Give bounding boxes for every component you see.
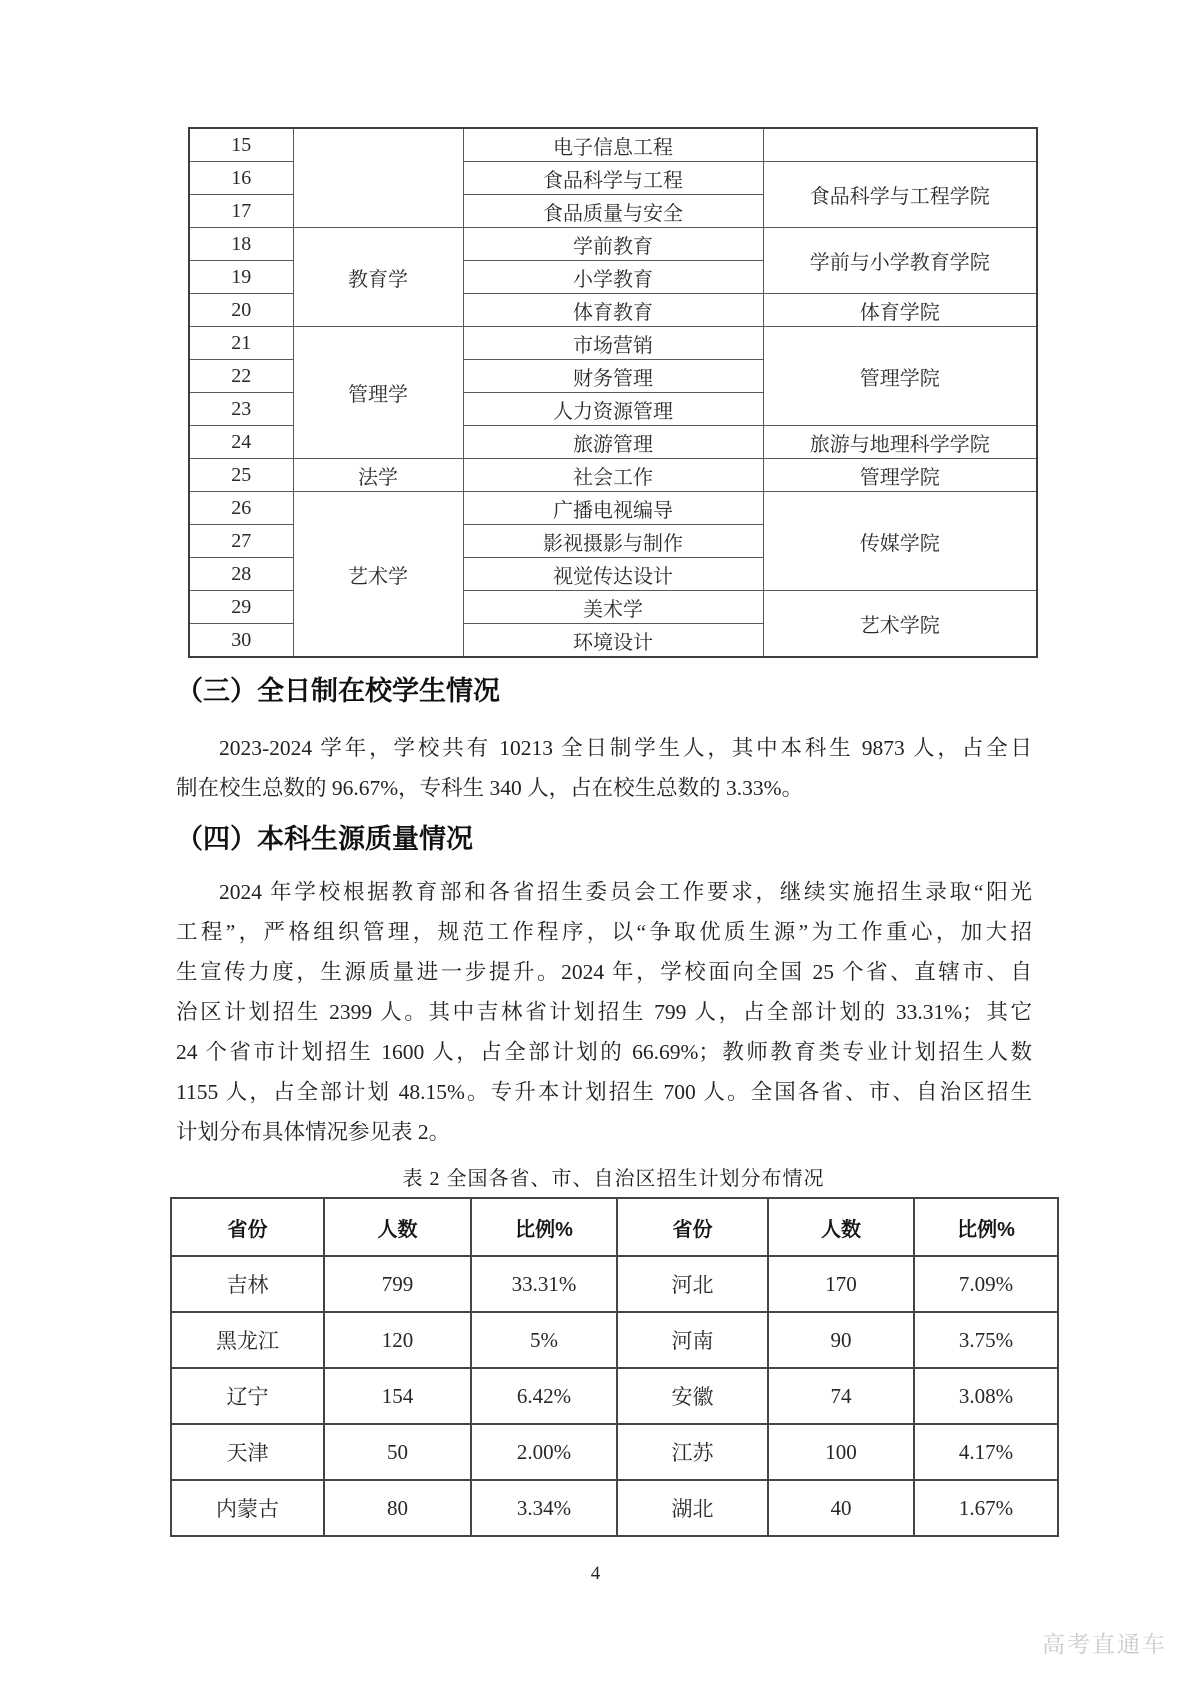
enrollment-table-body xyxy=(171,1256,1058,1536)
college-name-cell: 学前与小学教育学院 xyxy=(763,228,1037,294)
row-number-cell: 26 xyxy=(189,492,293,525)
percent-cell: 1.67% xyxy=(914,1480,1058,1536)
discipline-category-cell: 管理学 xyxy=(293,327,463,459)
major-name-cell: 市场营销 xyxy=(463,327,763,360)
page-number: 4 xyxy=(590,1563,601,1584)
table-row xyxy=(189,228,1037,261)
major-name-cell: 食品科学与工程 xyxy=(463,162,763,195)
province-cell: 吉林 xyxy=(171,1256,324,1312)
college-name-cell: 管理学院 xyxy=(763,327,1037,426)
count-cell: 799 xyxy=(324,1256,471,1312)
province-cell: 河南 xyxy=(617,1312,768,1368)
row-number-cell: 20 xyxy=(189,294,293,327)
row-number-cell: 23 xyxy=(189,393,293,426)
row-number-cell: 28 xyxy=(189,558,293,591)
percent-cell: 2.00% xyxy=(471,1424,617,1480)
province-cell: 江苏 xyxy=(617,1424,768,1480)
discipline-category-cell: 教育学 xyxy=(293,228,463,327)
column-header-cell: 省份 xyxy=(171,1198,324,1256)
row-number-cell: 29 xyxy=(189,591,293,624)
row-number-cell: 18 xyxy=(189,228,293,261)
count-cell: 74 xyxy=(768,1368,914,1424)
column-header-cell: 人数 xyxy=(768,1198,914,1256)
count-cell: 50 xyxy=(324,1424,471,1480)
college-name-cell: 传媒学院 xyxy=(763,492,1037,591)
college-name-cell xyxy=(763,128,1037,162)
college-name-cell: 体育学院 xyxy=(763,294,1037,327)
paragraph-line: 24 个省市计划招生 1600 人，占全部计划的 66.69%；教师教育类专业计划招生人数 xyxy=(176,1040,1032,1064)
percent-cell: 3.08% xyxy=(914,1368,1058,1424)
table-row xyxy=(189,327,1037,360)
major-name-cell: 视觉传达设计 xyxy=(463,558,763,591)
section-3-paragraph xyxy=(176,728,1032,808)
percent-cell: 3.34% xyxy=(471,1480,617,1536)
section-4-paragraph xyxy=(176,872,1032,1152)
college-name-cell: 管理学院 xyxy=(763,459,1037,492)
major-name-cell: 人力资源管理 xyxy=(463,393,763,426)
province-cell: 内蒙古 xyxy=(171,1480,324,1536)
major-name-cell: 广播电视编导 xyxy=(463,492,763,525)
table-row xyxy=(171,1424,1058,1480)
paragraph-line: 治区计划招生 2399 人。其中吉林省计划招生 799 人，占全部计划的 33.31%；其它 xyxy=(176,1000,1032,1024)
province-cell: 天津 xyxy=(171,1424,324,1480)
major-name-cell: 食品质量与安全 xyxy=(463,195,763,228)
province-cell: 辽宁 xyxy=(171,1368,324,1424)
count-cell: 170 xyxy=(768,1256,914,1312)
row-number-cell: 17 xyxy=(189,195,293,228)
major-name-cell: 环境设计 xyxy=(463,624,763,658)
table-row xyxy=(171,1256,1058,1312)
count-cell: 40 xyxy=(768,1480,914,1536)
percent-cell: 3.75% xyxy=(914,1312,1058,1368)
count-cell: 80 xyxy=(324,1480,471,1536)
table-row xyxy=(171,1368,1058,1424)
column-header-cell: 比例% xyxy=(914,1198,1058,1256)
major-name-cell: 影视摄影与制作 xyxy=(463,525,763,558)
province-cell: 黑龙江 xyxy=(171,1312,324,1368)
table-row xyxy=(189,492,1037,525)
discipline-category-cell: 法学 xyxy=(293,459,463,492)
enrollment-table-header xyxy=(171,1198,1058,1256)
table-row xyxy=(189,459,1037,492)
major-name-cell: 小学教育 xyxy=(463,261,763,294)
row-number-cell: 25 xyxy=(189,459,293,492)
major-name-cell: 美术学 xyxy=(463,591,763,624)
row-number-cell: 19 xyxy=(189,261,293,294)
major-name-cell: 旅游管理 xyxy=(463,426,763,459)
percent-cell: 5% xyxy=(471,1312,617,1368)
percent-cell: 4.17% xyxy=(914,1424,1058,1480)
province-cell: 湖北 xyxy=(617,1480,768,1536)
table-header-row xyxy=(171,1198,1058,1256)
watermark: 高考直通车 xyxy=(1042,1631,1167,1657)
column-header-cell: 比例% xyxy=(471,1198,617,1256)
college-name-cell: 艺术学院 xyxy=(763,591,1037,658)
paragraph-line: 1155 人，占全部计划 48.15%。专升本计划招生 700 人。全国各省、市、自治区招生 xyxy=(176,1080,1032,1104)
percent-cell: 33.31% xyxy=(471,1256,617,1312)
row-number-cell: 16 xyxy=(189,162,293,195)
percent-cell: 7.09% xyxy=(914,1256,1058,1312)
major-name-cell: 社会工作 xyxy=(463,459,763,492)
row-number-cell: 21 xyxy=(189,327,293,360)
province-cell: 安徽 xyxy=(617,1368,768,1424)
row-number-cell: 22 xyxy=(189,360,293,393)
paragraph-line: 2023-2024 学年，学校共有 10213 全日制学生人，其中本科生 9873 人，占全日 xyxy=(219,736,1032,760)
table-row xyxy=(171,1480,1058,1536)
paragraph-line: 生宣传力度，生源质量进一步提升。2024 年，学校面向全国 25 个省、直辖市、自 xyxy=(176,960,1032,984)
majors-table-body xyxy=(189,128,1037,657)
major-name-cell: 学前教育 xyxy=(463,228,763,261)
count-cell: 154 xyxy=(324,1368,471,1424)
major-name-cell: 财务管理 xyxy=(463,360,763,393)
row-number-cell: 27 xyxy=(189,525,293,558)
discipline-category-cell: 艺术学 xyxy=(293,492,463,658)
section-3-heading: （三）全日制在校学生情况 xyxy=(176,676,500,706)
major-name-cell: 电子信息工程 xyxy=(463,128,763,162)
province-cell: 河北 xyxy=(617,1256,768,1312)
row-number-cell: 30 xyxy=(189,624,293,658)
row-number-cell: 15 xyxy=(189,128,293,162)
table-row xyxy=(171,1312,1058,1368)
percent-cell: 6.42% xyxy=(471,1368,617,1424)
college-name-cell: 旅游与地理科学学院 xyxy=(763,426,1037,459)
paragraph-line: 2024 年学校根据教育部和各省招生委员会工作要求，继续实施招生录取“阳光 xyxy=(219,880,1032,904)
discipline-category-cell xyxy=(293,128,463,228)
table2-caption: 表 2 全国各省、市、自治区招生计划分布情况 xyxy=(402,1168,825,1190)
majors-table xyxy=(188,127,1038,658)
paragraph-line: 制在校生总数的 96.67%，专科生 340 人，占在校生总数的 3.33%。 xyxy=(176,776,804,800)
paragraph-line: 计划分布具体情况参见表 2。 xyxy=(176,1120,451,1144)
table-row xyxy=(189,128,1037,162)
enrollment-plan-table xyxy=(170,1197,1059,1537)
column-header-cell: 省份 xyxy=(617,1198,768,1256)
section-4-heading: （四）本科生源质量情况 xyxy=(176,824,473,854)
count-cell: 100 xyxy=(768,1424,914,1480)
count-cell: 90 xyxy=(768,1312,914,1368)
paragraph-line: 工程”，严格组织管理，规范工作程序，以“争取优质生源”为工作重心，加大招 xyxy=(176,920,1032,944)
count-cell: 120 xyxy=(324,1312,471,1368)
row-number-cell: 24 xyxy=(189,426,293,459)
major-name-cell: 体育教育 xyxy=(463,294,763,327)
column-header-cell: 人数 xyxy=(324,1198,471,1256)
college-name-cell: 食品科学与工程学院 xyxy=(763,162,1037,228)
